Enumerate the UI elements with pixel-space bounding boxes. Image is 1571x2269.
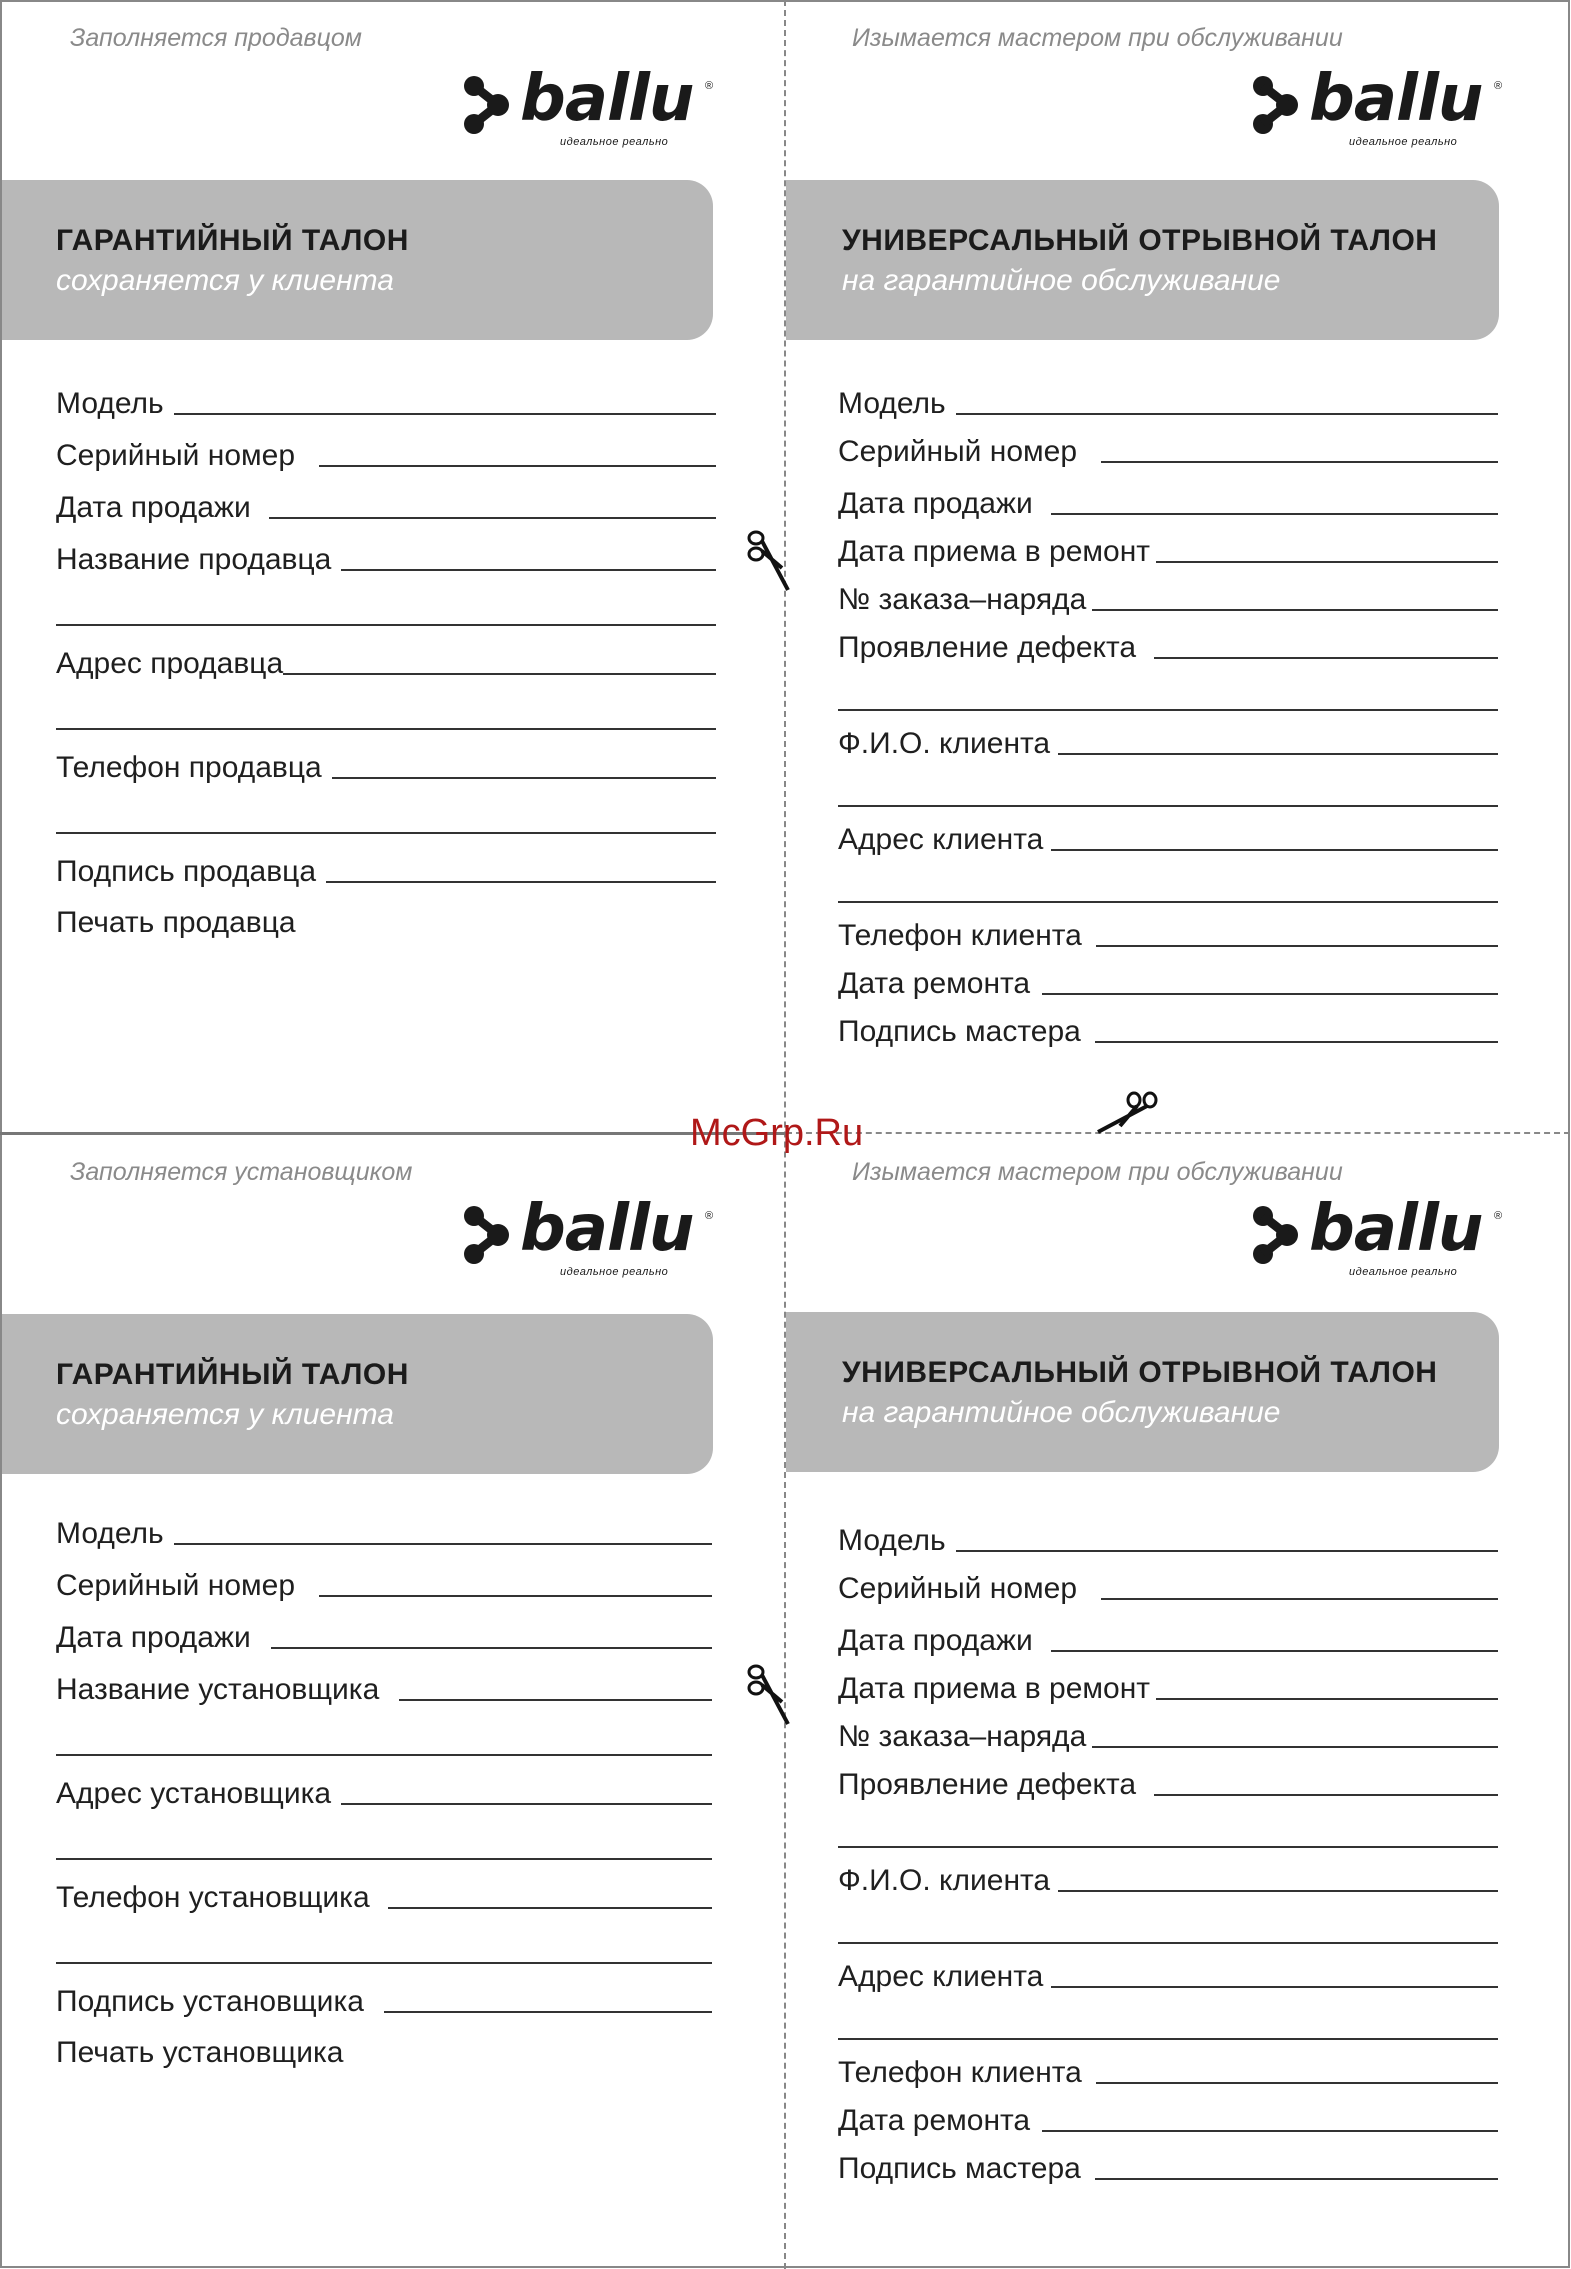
field-seller-name-extra-line[interactable] [56, 624, 716, 626]
scissors-icon [746, 1662, 792, 1730]
field-repair-date[interactable]: Дата ремонта [838, 2102, 1498, 2138]
tear-off-coupon-top [786, 0, 1571, 1133]
field-client-name[interactable]: Ф.И.О. клиента [838, 1862, 1498, 1898]
field-seller-name[interactable]: Название продавца [56, 541, 716, 577]
field-defect-extra-line[interactable] [838, 709, 1498, 711]
field-installer-name-extra-line[interactable] [56, 1754, 712, 1756]
installer-warranty-coupon [0, 1134, 785, 2267]
removal-instruction-note: Изымается мастером при обслуживании [852, 24, 1343, 52]
coupon-title-banner [786, 180, 1499, 340]
horizontal-cut-line [786, 1132, 1570, 1134]
horizontal-divider [0, 1132, 785, 1135]
scissors-icon [1092, 1090, 1160, 1136]
brand-name: ballu [520, 1192, 694, 1266]
field-client-address-extra-line[interactable] [838, 2038, 1498, 2040]
field-client-name-extra-line[interactable] [838, 1942, 1498, 1944]
field-model[interactable]: Модель [838, 1522, 1498, 1558]
field-work-order-number[interactable]: № заказа–наряда [838, 581, 1498, 617]
field-installer-address-extra-line[interactable] [56, 1858, 712, 1860]
coupon-title-banner [0, 1314, 713, 1474]
registered-mark: ® [1494, 80, 1503, 92]
ballu-logo [1249, 1192, 1503, 1284]
field-client-phone[interactable]: Телефон клиента [838, 2054, 1498, 2090]
field-client-name-extra-line[interactable] [838, 805, 1498, 807]
field-serial-number[interactable]: Серийный номер [838, 433, 1498, 469]
installer-stamp-label: Печать установщика [56, 2036, 344, 2069]
brand-slogan: идеальное реально [560, 136, 669, 148]
field-technician-signature[interactable]: Подпись мастера [838, 2150, 1498, 2186]
field-defect-description[interactable]: Проявление дефекта [838, 1766, 1498, 1802]
ballu-logo [460, 1192, 714, 1284]
field-sale-date[interactable]: Дата продажи [838, 1622, 1498, 1658]
brand-slogan: идеальное реально [1349, 1266, 1458, 1278]
field-model[interactable]: Модель [56, 385, 716, 421]
brand-name: ballu [1309, 62, 1483, 136]
field-installer-phone-extra-line[interactable] [56, 1962, 712, 1964]
coupon-subtitle: на гарантийное обслуживание [842, 1396, 1281, 1429]
field-installer-signature[interactable]: Подпись установщика [56, 1983, 712, 2019]
field-serial-number[interactable]: Серийный номер [56, 437, 716, 473]
field-repair-intake-date[interactable]: Дата приема в ремонт [838, 1670, 1498, 1706]
field-client-address[interactable]: Адрес клиента [838, 1958, 1498, 1994]
field-sale-date[interactable]: Дата продажи [838, 485, 1498, 521]
brand-slogan: идеальное реально [1349, 136, 1458, 148]
field-defect-extra-line[interactable] [838, 1846, 1498, 1848]
field-serial-number[interactable]: Серийный номер [56, 1567, 712, 1603]
registered-mark: ® [705, 1210, 714, 1222]
seller-warranty-coupon [0, 0, 785, 1133]
registered-mark: ® [705, 80, 714, 92]
coupon-subtitle: на гарантийное обслуживание [842, 264, 1281, 297]
coupon-title: ГАРАНТИЙНЫЙ ТАЛОН [56, 224, 409, 257]
coupon-title: УНИВЕРСАЛЬНЫЙ ОТРЫВНОЙ ТАЛОН [842, 1356, 1438, 1389]
field-seller-address[interactable]: Адрес продавца [56, 645, 716, 681]
field-seller-phone-extra-line[interactable] [56, 832, 716, 834]
field-seller-phone[interactable]: Телефон продавца [56, 749, 716, 785]
registered-mark: ® [1494, 1210, 1503, 1222]
field-technician-signature[interactable]: Подпись мастера [838, 1013, 1498, 1049]
brand-slogan: идеальное реально [560, 1266, 669, 1278]
ballu-logo [1249, 62, 1503, 154]
coupon-title-banner [786, 1312, 1499, 1472]
coupon-subtitle: сохраняется у клиента [56, 264, 394, 297]
field-repair-date[interactable]: Дата ремонта [838, 965, 1498, 1001]
field-client-phone[interactable]: Телефон клиента [838, 917, 1498, 953]
fill-instruction-note: Заполняется установщиком [70, 1158, 413, 1186]
removal-instruction-note: Изымается мастером при обслуживании [852, 1158, 1343, 1186]
field-installer-phone[interactable]: Телефон установщика [56, 1879, 712, 1915]
field-repair-intake-date[interactable]: Дата приема в ремонт [838, 533, 1498, 569]
scissors-icon [746, 528, 792, 596]
field-seller-signature[interactable]: Подпись продавца [56, 853, 716, 889]
field-model[interactable]: Модель [56, 1515, 712, 1551]
field-work-order-number[interactable]: № заказа–наряда [838, 1718, 1498, 1754]
field-defect-description[interactable]: Проявление дефекта [838, 629, 1498, 665]
field-client-name[interactable]: Ф.И.О. клиента [838, 725, 1498, 761]
coupon-title: УНИВЕРСАЛЬНЫЙ ОТРЫВНОЙ ТАЛОН [842, 224, 1438, 257]
brand-name: ballu [1309, 1192, 1483, 1266]
coupon-title-banner [0, 180, 713, 340]
field-installer-address[interactable]: Адрес установщика [56, 1775, 712, 1811]
field-client-address-extra-line[interactable] [838, 901, 1498, 903]
ballu-logo [460, 62, 714, 154]
fill-instruction-note: Заполняется продавцом [70, 24, 362, 52]
brand-name: ballu [520, 62, 694, 136]
field-sale-date[interactable]: Дата продажи [56, 489, 716, 525]
field-client-address[interactable]: Адрес клиента [838, 821, 1498, 857]
tear-off-coupon-bottom [786, 1134, 1571, 2267]
watermark: McGrp.Ru [690, 1112, 864, 1154]
field-serial-number[interactable]: Серийный номер [838, 1570, 1498, 1606]
field-model[interactable]: Модель [838, 385, 1498, 421]
field-installer-name[interactable]: Название установщика [56, 1671, 712, 1707]
seller-stamp-label: Печать продавца [56, 906, 296, 939]
field-seller-address-extra-line[interactable] [56, 728, 716, 730]
coupon-title: ГАРАНТИЙНЫЙ ТАЛОН [56, 1358, 409, 1391]
field-sale-date[interactable]: Дата продажи [56, 1619, 712, 1655]
coupon-subtitle: сохраняется у клиента [56, 1398, 394, 1431]
